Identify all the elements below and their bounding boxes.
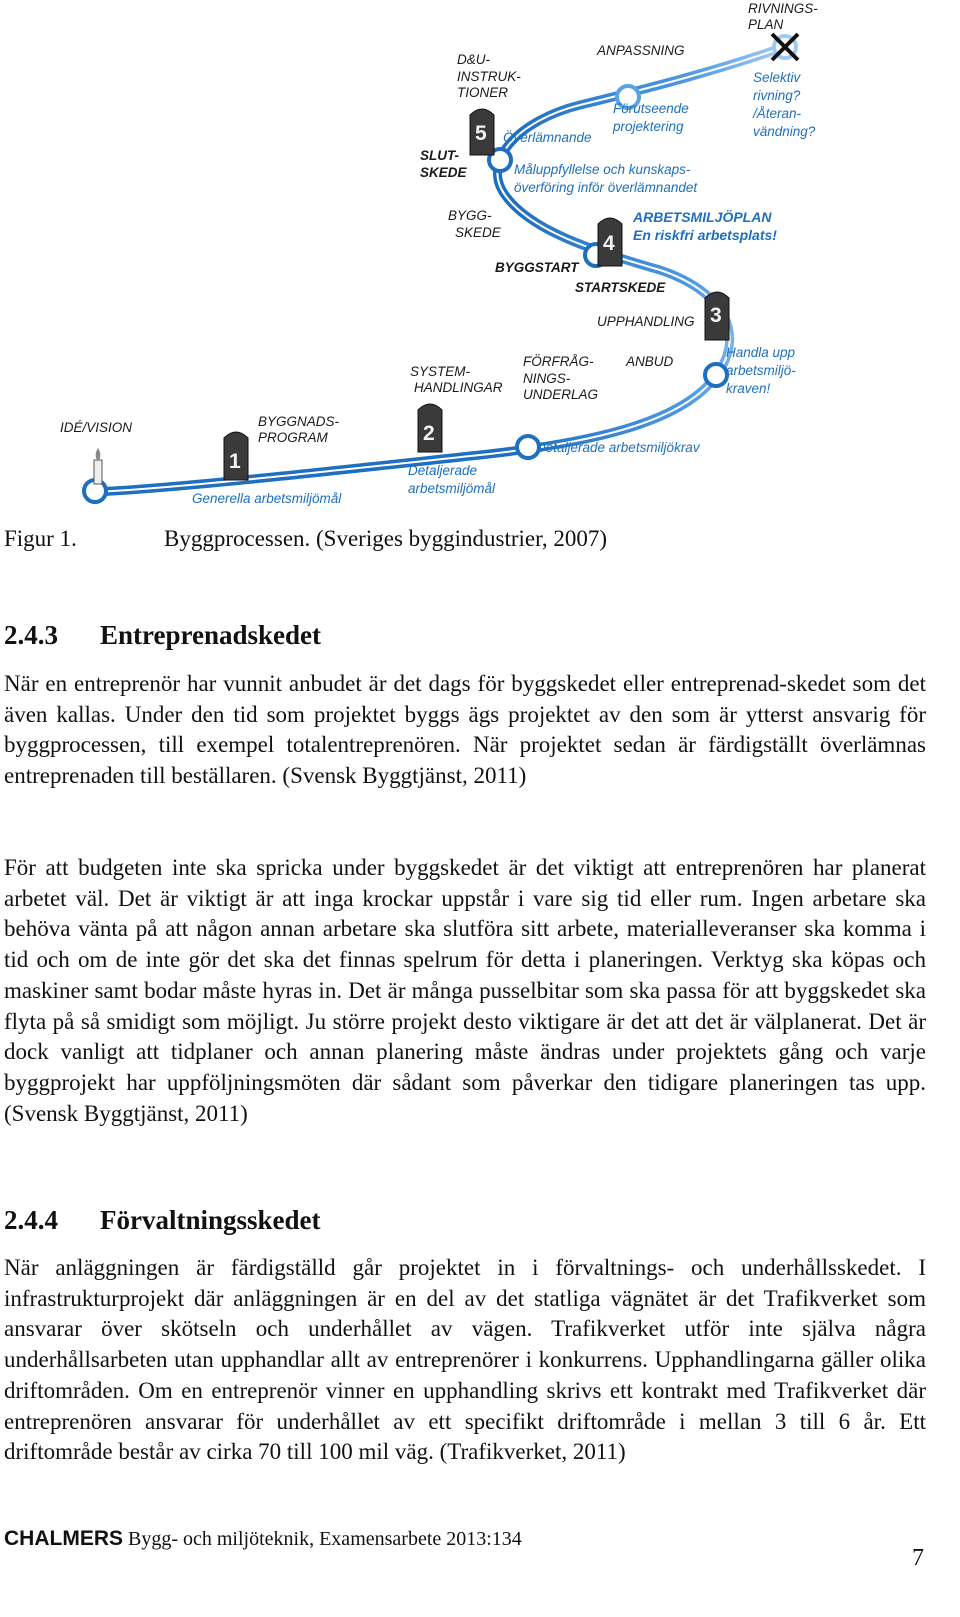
svg-text:3: 3 <box>710 304 722 327</box>
milestone-stone-3 <box>705 292 729 340</box>
label-forutseende: Förutseende <box>613 101 689 116</box>
label-handla-upp: arbetsmiljö- <box>726 363 796 378</box>
svg-text:4: 4 <box>603 232 615 255</box>
label-systemhandlingar: HANDLINGAR <box>414 380 503 395</box>
page-footer <box>4 1527 522 1551</box>
label-maluppfyllelse: Måluppfyllelse och kunskaps- <box>514 162 691 177</box>
milestone-stone-5 <box>470 109 494 155</box>
label-slutskede: SLUT- <box>420 148 459 163</box>
section-number: 2.4.4 <box>4 1205 58 1235</box>
label-detaljerade-mal: Detaljerade <box>408 463 478 478</box>
label-rivningsplan: PLAN <box>748 17 784 32</box>
label-selektiv-rivning: /Återan- <box>753 106 802 121</box>
label-startskede: STARTSKEDE <box>575 280 666 295</box>
figure-caption-text: Byggprocessen. (Sveriges byggindustrier, 2007) <box>164 526 608 551</box>
section-title: Entreprenadskedet <box>100 620 322 650</box>
label-du-instruktioner: INSTRUK- <box>457 69 521 84</box>
label-handla-upp: Handla upp <box>726 345 796 360</box>
label-forfragningsunderlag: UNDERLAG <box>523 387 599 402</box>
paragraph: När en entreprenör har vunnit anbudet är det dags för byggskedet eller entreprenad-skedet som det även kallas. Under den tid som projektet byggs ägs projektet av den som är ytterst ansvarig för byggprocessen, till exempel totalentreprenören. När projektet sedan är färdigställt överlämnas entreprenaden till beställaren. (Svensk Byggtjänst, 2011) <box>4 671 926 789</box>
label-du-instruktioner: D&U- <box>457 52 490 67</box>
label-forutseende: projektering <box>613 119 684 134</box>
label-ide-vision: IDÉ/VISION <box>60 420 133 435</box>
label-forfragningsunderlag: NINGS- <box>523 371 571 386</box>
label-byggstart: BYGGSTART <box>495 260 579 275</box>
label-arbetsmiljoplan: ARBETSMILJÖPLAN <box>633 209 772 225</box>
candle-icon <box>94 448 102 484</box>
label-upphandling: UPPHANDLING <box>597 314 695 329</box>
label-du-instruktioner: TIONER <box>457 85 509 100</box>
label-slutskede: SKEDE <box>420 165 467 180</box>
label-handla-upp: kraven! <box>726 381 771 396</box>
rivning-cross-icon <box>772 34 798 60</box>
page-number: 7 <box>912 1545 924 1571</box>
byggprocessen-diagram <box>0 0 960 520</box>
label-generella: Generella arbetsmiljömål <box>192 491 342 506</box>
section-heading-entreprenadskedet <box>4 620 321 651</box>
label-maluppfyllelse: överföring inför överlämnandet <box>514 180 698 195</box>
paragraph: När anläggningen är färdigställd går projektet in i förvaltnings- och underhållsskedet. I infrastrukturprojekt där anläggningen är en del av det statliga vägnätet är det Trafikverket som ansvarar över skötseln och underhållet av vägen. Trafikverket utför inte själva några underhållsarbeten utan upphandlar allt av entreprenörer i konkurrens. Upphandlingarna gäller olika driftområden. Om en entreprenör vinner en upphandling skrivs ett kontrakt med Trafikverket där entreprenören ansvarar för underhållet av ett specifikt driftområde i mellan 3 till 6 år. Ett driftområde består av cirka 70 till 100 mil väg. (Trafikverket, 2011) <box>4 1255 926 1465</box>
milestone-stone-1 <box>224 432 248 480</box>
label-overlamnande: Överlämnande <box>503 130 592 145</box>
label-anbud: ANBUD <box>626 354 674 369</box>
section-number: 2.4.3 <box>4 620 58 650</box>
svg-text:1: 1 <box>229 450 241 473</box>
label-selektiv-rivning: Selektiv <box>753 70 801 85</box>
svg-text:5: 5 <box>475 122 487 145</box>
footer-text: Bygg- och miljöteknik, Examensarbete 2013:134 <box>123 1528 522 1550</box>
paragraph: För att budgeten inte ska spricka under byggskedet är det viktigt att entreprenören har planerat arbetet väl. Det är viktigt är att inga krockar uppstår i vare sig tid eller rum. Ingen arbetare ska behöva vänta på att någon annan arbetare ska slutföra sitt arbete, materialleveranser ska komma i tid och om de inte gör det ska det finnas spelrum för detta i planeringen. Verktyg ska köpas och maskiner samt bodar måste hyras in. Det är många pusselbitar som ska passa för att byggskedet ska flyta på så smidigt som möjligt. Ju större projekt desto viktigare är det att det är välplanerat. Det är dock vanligt att tidplaner och annan planering måste ändras under projektets gång och varje byggprojekt har uppföljningsmöten där sådant som påverkar den tidigare planeringen tas upp. (Svensk Byggtjänst, 2011) <box>4 855 926 1126</box>
label-selektiv-rivning: vändning? <box>753 124 816 139</box>
figure-caption <box>4 526 607 552</box>
svg-text:2: 2 <box>423 422 435 445</box>
road-marker <box>705 364 727 386</box>
label-rivningsplan: RIVNINGS- <box>748 1 818 16</box>
label-byggnadsprogram: BYGGNADS- <box>258 414 340 429</box>
section-heading-forvaltningsskedet <box>4 1205 321 1236</box>
footer-brand: CHALMERS <box>4 1527 123 1550</box>
label-selektiv-rivning: rivning? <box>753 88 801 103</box>
milestone-stone-2 <box>418 404 442 452</box>
label-forfragningsunderlag: FÖRFRÅG- <box>523 354 594 369</box>
label-arbetsmiljoplan: En riskfri arbetsplats! <box>633 227 777 243</box>
label-byggnadsprogram: PROGRAM <box>258 430 328 445</box>
label-detaljerade-mal: arbetsmiljömål <box>408 481 496 496</box>
label-byggskede: SKEDE <box>455 225 501 240</box>
figure-caption-label: Figur 1. <box>4 526 77 551</box>
label-detaljerade-krav: Detaljerade arbetsmiljökrav <box>536 440 700 455</box>
milestone-stone-4 <box>598 218 622 266</box>
section-title: Förvaltningsskedet <box>100 1205 321 1235</box>
label-byggskede: BYGG- <box>448 208 492 223</box>
label-anpassning: ANPASSNING <box>597 43 685 58</box>
label-systemhandlingar: SYSTEM- <box>410 364 471 379</box>
